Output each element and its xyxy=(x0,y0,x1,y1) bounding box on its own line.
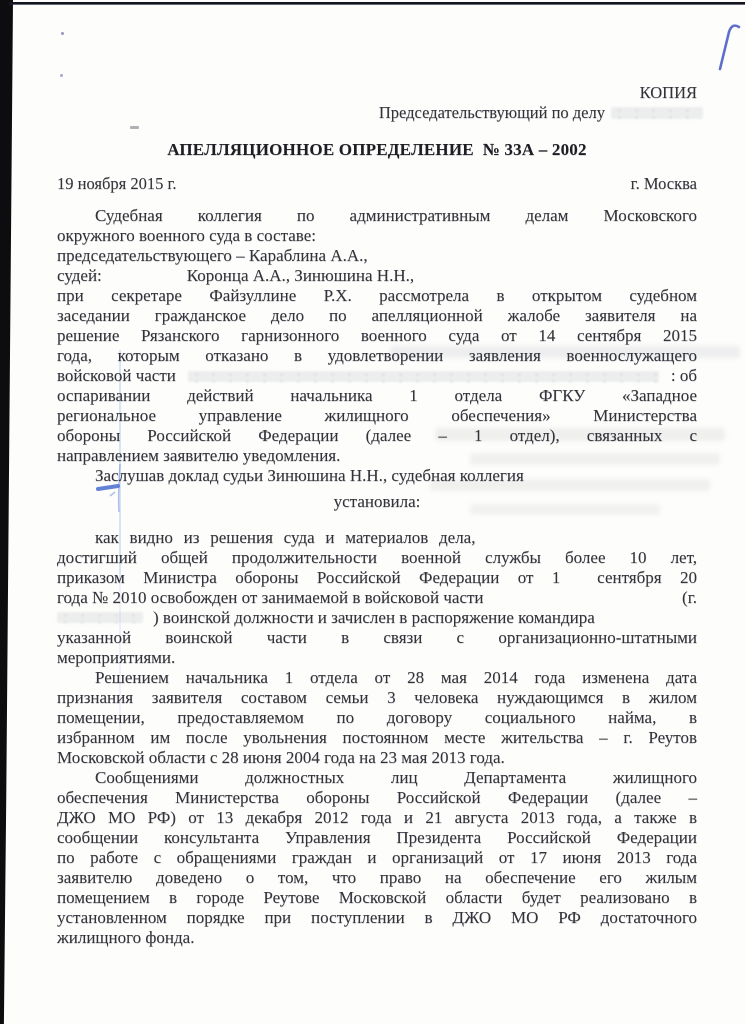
section-heading-ustanovila: установила: xyxy=(333,492,421,511)
text-line: указанной воинской части в связи с организационно-штатными xyxy=(57,628,697,647)
text-line: Заслушав доклад судьи Зинюшина Н.Н., судебная коллегия xyxy=(95,466,524,485)
redaction-gap xyxy=(496,593,671,604)
scan-left-edge-shadow xyxy=(0,0,13,1024)
document-date: 19 ноября 2015 г. xyxy=(57,174,177,193)
text-line-redacted xyxy=(57,366,697,386)
text-line: решение Рязанского гарнизонного военного суда от 14 сентября 2015 xyxy=(57,326,697,345)
text-line: Московской области с 28 июня 2004 года на 23 мая 2013 года. xyxy=(57,748,505,767)
text-line: избранном им после увольнения постоянном месте жительства – г. Реутов xyxy=(57,728,697,747)
text-fragment: (г. xyxy=(682,588,697,607)
date-city-row xyxy=(57,174,697,194)
presiding-judge-label: Председательствующий по делу xyxy=(378,103,605,122)
text-fragment: ) воинской должности и зачислен в распоряжение командира xyxy=(153,608,595,627)
text-line: сообщении консультанта Управления Президента Российской Федерации xyxy=(57,828,697,847)
text-line: помещением в городе Реутове Московской области будет реализовано в xyxy=(57,888,697,907)
text-line: Решением начальника 1 отдела от 28 мая 2014 года изменена дата xyxy=(95,668,697,687)
text-line: судей: Коронца А.А., Зинюшина Н.Н., xyxy=(57,266,415,285)
text-line: признания заявителя составом семьи 3 человека нуждающимся в жилом xyxy=(57,688,697,707)
text-line: установленном порядке при поступлении в ДЖО МО РФ достаточного xyxy=(57,908,697,927)
redaction-smear xyxy=(611,107,703,119)
text-fragment: войсковой части xyxy=(57,366,176,385)
text-fragment: : об xyxy=(670,366,697,385)
text-line: помещении, предоставляемом по договору социального найма, в xyxy=(57,708,697,727)
text-line: при секретаре Файзуллине Р.Х. рассмотрела в открытом судебном xyxy=(57,286,697,305)
document-title: АПЕЛЛЯЦИОННОЕ ОПРЕДЕЛЕНИЕ № 33А – 2002 xyxy=(167,140,587,159)
text-line-redacted xyxy=(57,608,697,628)
text-line: Судебная коллегия по административным делам Московского xyxy=(95,206,697,225)
redaction-smear xyxy=(57,612,143,623)
text-line-redacted xyxy=(57,588,697,608)
text-line: председательствующего – Караблина А.А., xyxy=(57,246,368,265)
text-line: по работе с обращениями граждан и организаций от 17 июня 2013 года xyxy=(57,848,697,867)
text-line: обороны Российской Федерации (далее – 1 отдел), связанных с xyxy=(57,426,697,445)
text-line: мероприятиями. xyxy=(57,648,176,667)
document-city: г. Москва xyxy=(630,174,697,193)
text-line: обеспечения Министерства обороны Российской Федерации (далее – xyxy=(57,788,697,807)
presiding-judge-line xyxy=(57,104,697,122)
text-line: как видно из решения суда и материалов дела, xyxy=(95,528,476,547)
text-line: достигший общей продолжительности военной службы более 10 лет, xyxy=(57,548,697,567)
text-line: окружного военного суда в составе: xyxy=(57,226,316,245)
text-line: приказом Министра обороны Российской Федерации от 1 сентября 20 xyxy=(57,568,697,587)
text-line: региональное управление жилищного обеспечения» Министерства xyxy=(57,406,697,425)
document-body xyxy=(57,206,697,948)
text-line: оспаривании действий начальника 1 отдела ФГКУ «Западное xyxy=(57,386,697,405)
text-fragment: года № 2010 освобожден от занимаемой в войсковой части xyxy=(57,588,484,607)
text-line: жилищного фонда. xyxy=(57,928,195,947)
text-line: ДЖО МО РФ) от 13 декабря 2012 года и 21 августа 2013 года, а также в xyxy=(57,808,697,827)
text-line: года, которым отказано в удовлетворении заявления военнослужащего xyxy=(57,346,697,365)
document-text-column xyxy=(57,0,697,948)
redaction-smear xyxy=(188,371,659,382)
handwritten-page-number xyxy=(712,22,745,74)
copy-stamp: КОПИЯ xyxy=(639,83,697,102)
text-line: заявителю доведено о том, что право на обеспечение его жилым xyxy=(57,868,697,887)
text-line: направлением заявителю уведомления. xyxy=(57,446,341,465)
text-line: Сообщениями должностных лиц Департамента жилищного xyxy=(95,768,697,787)
text-line: заседании гражданское дело по апелляционной жалобе заявителя на xyxy=(57,306,697,325)
